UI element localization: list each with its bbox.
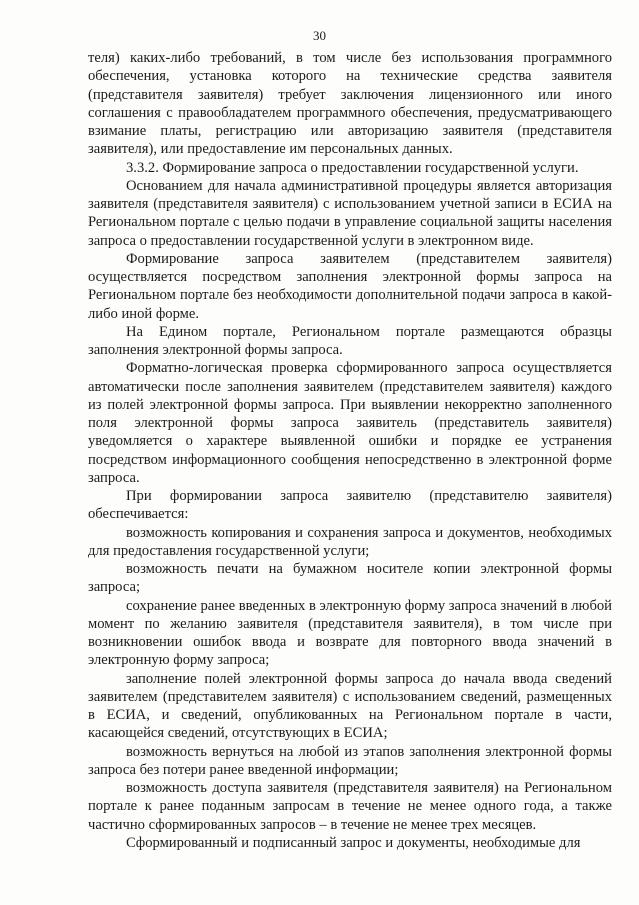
- paragraph: На Едином портале, Региональном портале размещаются образцы заполнения электронной формы запроса.: [88, 323, 612, 358]
- list-item: возможность доступа заявителя (представителя заявителя) на Региональном портале к ранее поданным запросам в течение не менее одного года, а также частично сформированных запросов – в течение не менее трех месяцев.: [88, 780, 612, 833]
- paragraph-continuation: теля) каких-либо требований, в том числе без использования программного обеспечения, установка которого на технические средства заявителя (представителя заявителя) требует заключения лицензионного или иного соглашения с правообладателем программного обеспечения, предусматривающего взимание платы, регистрацию или авторизацию заявителя (представителя заявителя), или предоставление им персональных данных.: [88, 50, 612, 158]
- section-heading-3-3-2: 3.3.2. Формирование запроса о предоставлении государственной услуги.: [126, 159, 579, 176]
- list-item: сохранение ранее введенных в электронную форму запроса значений в любой момент по желанию заявителя (представителя заявителя), в том числе при возникновении ошибок ввода и возврате для повторного ввода значений в электронную форму запроса;: [88, 597, 612, 669]
- list-item: возможность вернуться на любой из этапов заполнения электронной формы запроса без потери ранее введенной информации;: [88, 743, 612, 778]
- list-item: возможность печати на бумажном носителе копии электронной формы запроса;: [88, 561, 612, 596]
- list-item: заполнение полей электронной формы запроса до начала ввода сведений заявителем (представителем заявителя) с использованием сведений, размещенных в ЕСИА, и сведений, опубликованных на Региональном портале в части, касающейся сведений, отсутствующих в ЕСИА;: [88, 670, 612, 742]
- document-body: [88, 49, 612, 852]
- paragraph: Основанием для начала административной процедуры является авторизация заявителя (представителя заявителя) с использованием учетной записи в ЕСИА на Региональном портале с целью подачи в управление социальной защиты населения запроса о предоставлении государственной услуги в электронном виде.: [88, 177, 612, 249]
- paragraph: Сформированный и подписанный запрос и документы, необходимые для: [126, 834, 581, 851]
- paragraph: Формирование запроса заявителем (представителем заявителя) осуществляется посредством заполнения электронной формы запроса на Региональном портале без необходимости дополнительной подачи запроса в какой-либо иной форме.: [88, 250, 612, 322]
- paragraph: При формировании запроса заявителю (представителю заявителя) обеспечивается:: [88, 488, 612, 523]
- list-item: возможность копирования и сохранения запроса и документов, необходимых для предоставления государственной услуги;: [88, 524, 612, 559]
- page-number: 30: [313, 28, 326, 43]
- paragraph: Форматно-логическая проверка сформированного запроса осуществляется автоматически после заполнения заявителем (представителем заявителя) каждого из полей электронной формы запроса. При выявлении некорректно заполненного поля электронной формы запроса заявитель (представитель заявителя) уведомляется о характере выявленной ошибки и порядке ее устранения посредством информационного сообщения непосредственно в электронной форме запроса.: [88, 360, 612, 486]
